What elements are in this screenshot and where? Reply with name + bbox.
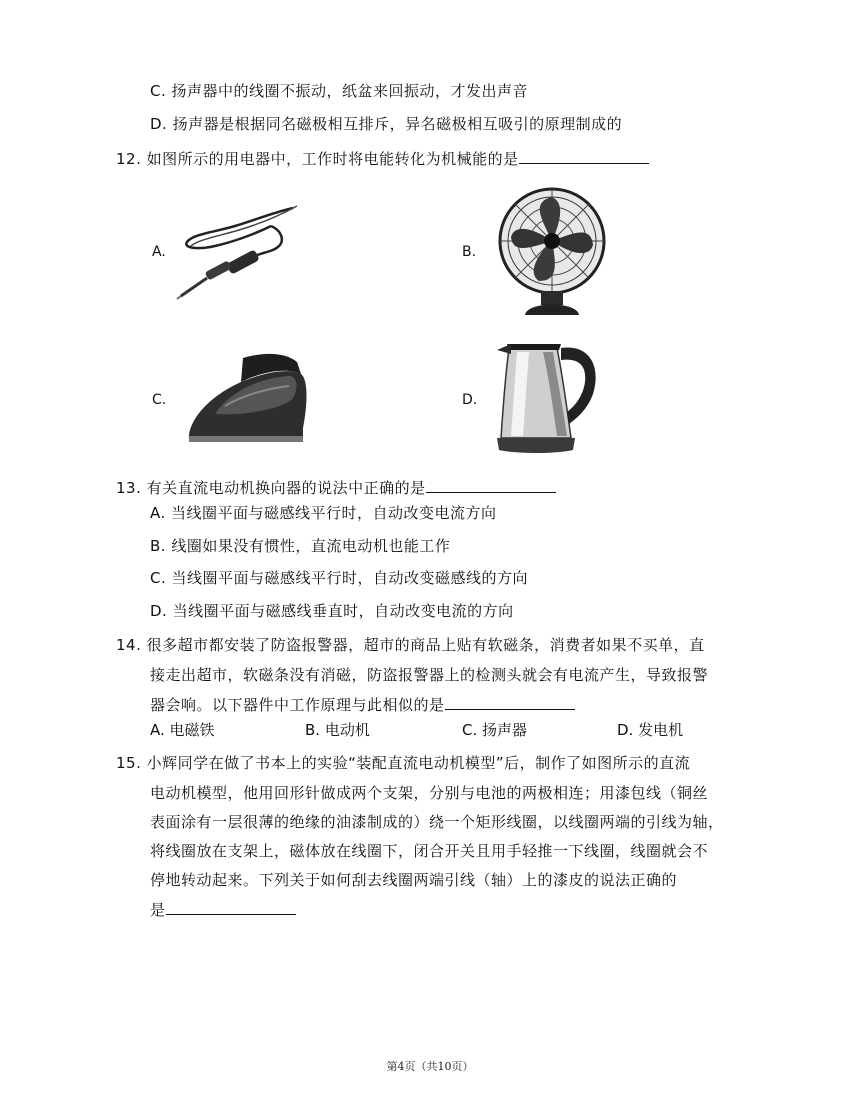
q12-stem-text: 12. 如图所示的用电器中，工作时将电能转化为机械能的是 xyxy=(116,150,519,168)
q13-option-a: A. 当线圈平面与磁感线平行时，自动改变电流方向 xyxy=(150,504,497,522)
answer-blank[interactable] xyxy=(426,475,556,493)
q14-line-2: 接走出超市，软磁条没有消磁，防盗报警器上的检测头就会有电流产生，导致报警 xyxy=(150,666,709,684)
answer-blank[interactable] xyxy=(445,692,575,710)
q15-line-1: 15. 小辉同学在做了书本上的实验“装配直流电动机模型”后，制作了如图所示的直流 xyxy=(116,754,691,772)
q11-option-c: C. 扬声器中的线圈不振动，纸盆来回振动，才发出声音 xyxy=(150,82,529,100)
q15-line-2: 电动机模型，他用回形针做成两个支架，分别与电池的两极相连；用漆包线（铜丝 xyxy=(150,784,709,802)
q13-option-b: B. 线圈如果没有惯性，直流电动机也能工作 xyxy=(150,537,451,555)
q14-option-d: D. 发电机 xyxy=(617,721,684,739)
q15-line-6-text: 是 xyxy=(150,901,166,919)
electric-iron-image xyxy=(185,348,310,446)
q15-line-3: 表面涂有一层很薄的绝缘的油漆制成的）绕一个矩形线圈，以线圈两端的引线为轴， xyxy=(150,813,724,831)
q12-option-b-label: B. xyxy=(462,244,477,260)
q15-line-4: 将线圈放在支架上，磁体放在线圈下，闭合开关且用手轻推一下线圈，线圈就会不 xyxy=(150,842,709,860)
q14-option-c: C. 扬声器 xyxy=(462,721,528,739)
q14-option-a: A. 电磁铁 xyxy=(150,721,215,739)
soldering-iron-image xyxy=(175,200,315,305)
electric-kettle-image xyxy=(495,338,603,456)
q14-line-3-text: 器会响。以下器件中工作原理与此相似的是 xyxy=(150,696,445,714)
q12-option-c-label: C. xyxy=(152,392,167,408)
q12-stem xyxy=(116,146,649,170)
page-footer: 第4页（共10页） xyxy=(386,1060,474,1073)
q12-option-d-label: D. xyxy=(462,392,478,408)
q15-line-5: 停地转动起来。下列关于如何刮去线圈两端引线（轴）上的漆皮的说法正确的 xyxy=(150,871,678,889)
q13-option-d: D. 当线圈平面与磁感线垂直时，自动改变电流的方向 xyxy=(150,602,514,620)
q13-option-c: C. 当线圈平面与磁感线平行时，自动改变磁感线的方向 xyxy=(150,569,529,587)
q14-line-3 xyxy=(150,692,575,716)
q13-stem xyxy=(116,475,556,499)
q13-stem-text: 13. 有关直流电动机换向器的说法中正确的是 xyxy=(116,479,426,497)
q15-line-6 xyxy=(150,897,296,921)
q12-option-a-label: A. xyxy=(152,244,166,260)
answer-blank[interactable] xyxy=(166,897,296,915)
q14-option-b: B. 电动机 xyxy=(305,721,370,739)
electric-fan-image xyxy=(495,185,610,317)
q14-line-1: 14. 很多超市都安装了防盗报警器，超市的商品上贴有软磁条，消费者如果不买单，直 xyxy=(116,636,705,654)
q11-option-d: D. 扬声器是根据同名磁极相互排斥，异名磁极相互吸引的原理制成的 xyxy=(150,115,623,133)
answer-blank[interactable] xyxy=(519,146,649,164)
